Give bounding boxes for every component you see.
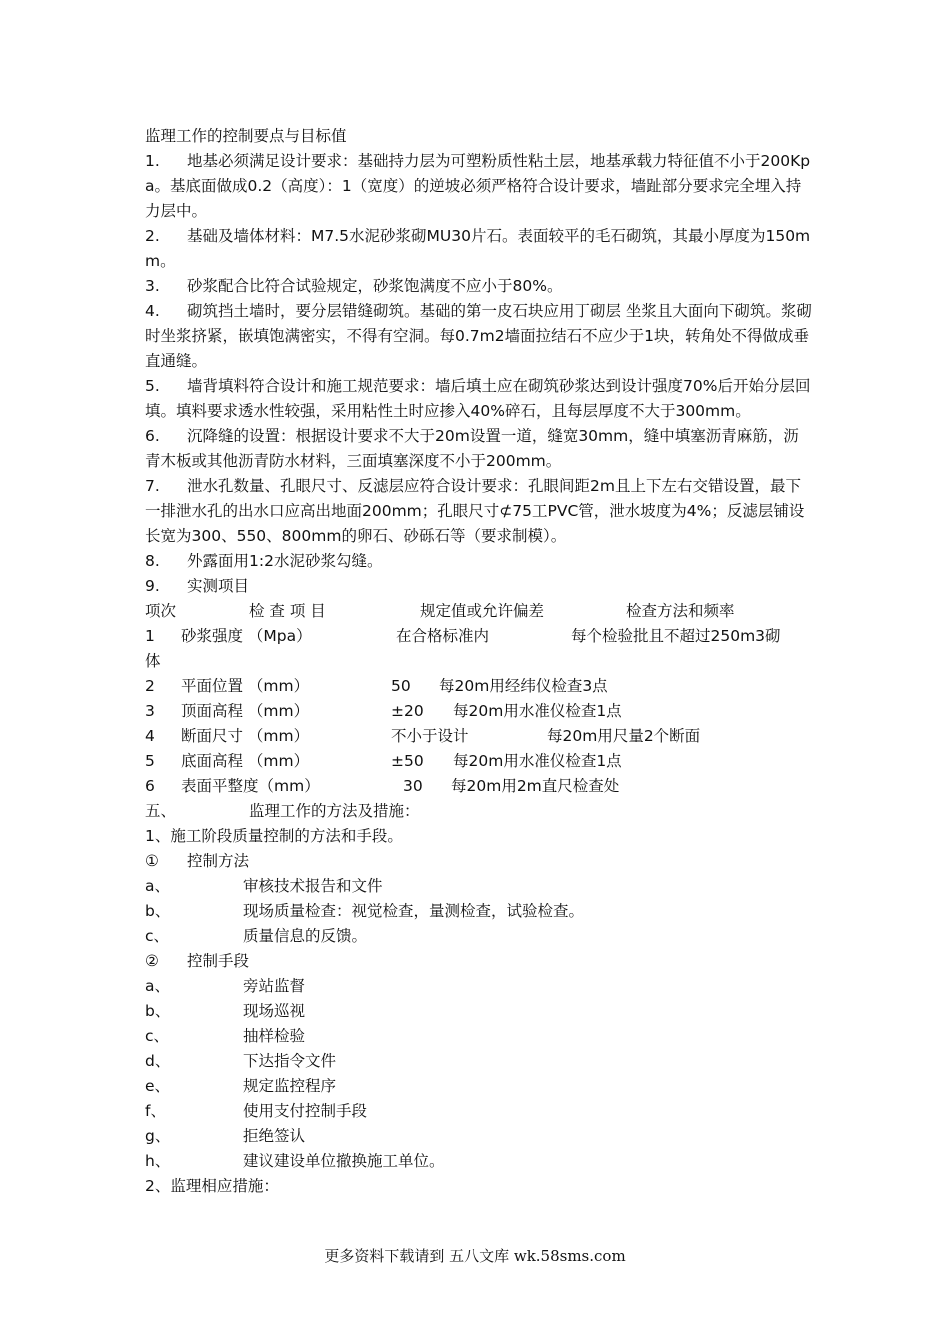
list-item: h、 建议建设单位撤换施工单位。 [145, 1152, 445, 1170]
list-item: 4. 砌筑挡土墙时，要分层错缝砌筑。基础的第一皮石块应用丁砌层 坐浆且大面向下砌筑。浆砌时坐浆挤紧，嵌填饱满密实，不得有空洞。每0.7m2墙面拉结石不应少于1块，转角处不得做成垂直通缝。 [145, 302, 812, 370]
list-item: 3. 砂浆配合比符合试验规定，砂浆饱满度不应小于80%。 [145, 277, 563, 295]
table-row: 5 底面高程 （mm） ±50 每20m用水准仪检查1点 [145, 752, 622, 770]
list-item: d、 下达指令文件 [145, 1052, 337, 1070]
list-item: 8. 外露面用1:2水泥砂浆勾缝。 [145, 552, 383, 570]
list-item: 7. 泄水孔数量、孔眼尺寸、反滤层应符合设计要求：孔眼间距2m且上下左右交错设置，最下一排泄水孔的出水口应高出地面200mm；孔眼尺寸⊄75工PVC管，泄水坡度为4%；反滤层铺设长宽为300、550、800mm的卵石、砂砾石等（要求制模）。 [145, 477, 805, 545]
section-heading: 五、 监理工作的方法及措施： [145, 802, 420, 820]
document-title: 监理工作的控制要点与目标值 [145, 127, 347, 145]
document-body [145, 124, 813, 1199]
list-item: 2. 基础及墙体材料：M7.5水泥砂浆砌MU30片石。表面较平的毛石砌筑，其最小厚度为150mm。 [145, 227, 811, 270]
table-row-continuation: 体 [145, 652, 161, 670]
list-item: b、 现场质量检查：视觉检查，量测检查，试验检查。 [145, 902, 585, 920]
table-row: 3 顶面高程 （mm） ±20 每20m用水准仪检查1点 [145, 702, 622, 720]
list-item: 5. 墙背填料符合设计和施工规范要求：墙后填土应在砌筑砂浆达到设计强度70%后开始分层回填。填料要求透水性较强，采用粘性土时应掺入40%碎石，且每层厚度不大于300mm。 [145, 377, 811, 420]
table-row: 2 平面位置 （mm） 50 每20m用经纬仪检查3点 [145, 677, 608, 695]
table-header: 项次 检 查 项 目 规定值或允许偏差 检查方法和频率 [145, 602, 735, 620]
subsection-heading: 2、监理相应措施： [145, 1177, 279, 1195]
list-item: f、 使用支付控制手段 [145, 1102, 368, 1120]
list-item: b、 现场巡视 [145, 1002, 306, 1020]
subsection-heading: 1、施工阶段质量控制的方法和手段。 [145, 827, 403, 845]
list-item: c、 质量信息的反馈。 [145, 927, 368, 945]
list-item: a、 旁站监督 [145, 977, 306, 995]
list-item: c、 抽样检验 [145, 1027, 306, 1045]
list-item: 9. 实测项目 [145, 577, 250, 595]
table-row: 1 砂浆强度 （Mpa） 在合格标准内 每个检验批且不超过250m3砌 [145, 627, 781, 645]
table-row: 6 表面平整度（mm） 30 每20m用2m直尺检查处 [145, 777, 620, 795]
list-item: a、 审核技术报告和文件 [145, 877, 383, 895]
list-item: e、 规定监控程序 [145, 1077, 337, 1095]
list-item: g、 拒绝签认 [145, 1127, 306, 1145]
table-row: 4 断面尺寸 （mm） 不小于设计 每20m用尺量2个断面 [145, 727, 701, 745]
footer-link-text: 更多资料下载请到 五八文库 wk.58sms.com [324, 1247, 626, 1265]
means-heading: ② 控制手段 [145, 952, 250, 970]
list-item: 6. 沉降缝的设置：根据设计要求不大于20m设置一道，缝宽30mm，缝中填塞沥青麻筋，沥青木板或其他沥青防水材料，三面填塞深度不小于200mm。 [145, 427, 799, 470]
method-heading: ① 控制方法 [145, 852, 250, 870]
list-item: 1. 地基必须满足设计要求：基础持力层为可塑粉质性粘土层，地基承载力特征值不小于200Kpa。基底面做成0.2（高度）：1（宽度）的逆坡必须严格符合设计要求，墙趾部分要求完全埋入持力层中。 [145, 152, 811, 220]
